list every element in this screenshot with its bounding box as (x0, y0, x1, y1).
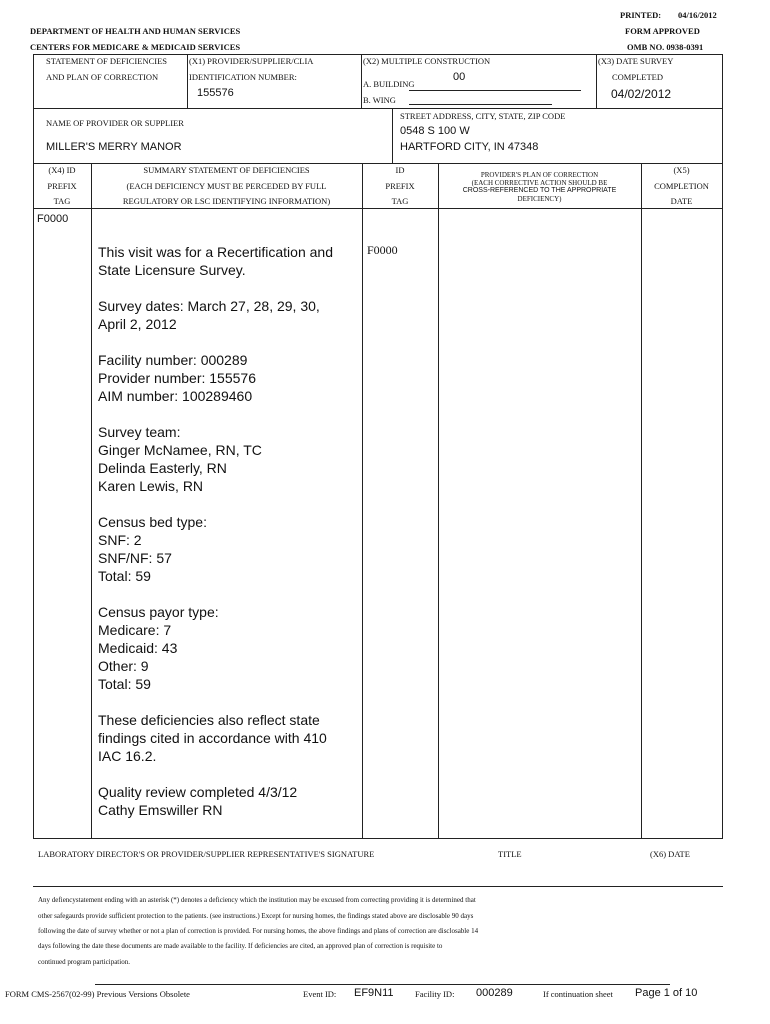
form-number: FORM CMS-2567(02-99) Previous Versions Obsolete (5, 989, 190, 999)
address-line2: HARTFORD CITY, IN 47348 (400, 141, 539, 153)
disclaimer-line: days following the date these documents are made available to the facility. If deficiencies are cited, an approved plan of correction is requisite to (38, 942, 443, 950)
plan-header-line1: PROVIDER'S PLAN OF CORRECTION (480, 171, 599, 179)
omb-number: OMB NO. 0938-0391 (627, 42, 704, 52)
x5-label: (X5) (673, 165, 690, 175)
signature-label: LABORATORY DIRECTOR'S OR PROVIDER/SUPPLIER REPRESENTATIVE'S SIGNATURE (38, 849, 375, 859)
deficiency-summary (98, 243, 358, 837)
printed-date: 04/16/2012 (678, 10, 717, 20)
x1-label-line2: IDENTIFICATION NUMBER: (189, 72, 297, 82)
survey-completed-date: 04/02/2012 (611, 87, 672, 101)
building-value: 00 (453, 71, 466, 83)
completion-label: COMPLETION (654, 181, 709, 191)
summary-header-line1: SUMMARY STATEMENT OF DEFICIENCIES (143, 165, 310, 175)
provider-name-value: MILLER'S MERRY MANOR (46, 141, 182, 153)
continuation-label: If continuation sheet (543, 989, 613, 999)
provider-name-label: NAME OF PROVIDER OR SUPPLIER (46, 118, 184, 128)
disclaimer-line: following the date of survey whether or not a plan of correction is provided. For nursing homes, the above findings and plans of correction are disclosable 14 (38, 927, 479, 935)
summary-paragraph: Survey team: Ginger McNamee, RN, TC Delinda Easterly, RN Karen Lewis, RN (98, 424, 262, 494)
summary-paragraph: Quality review completed 4/3/12 Cathy Emswiller RN (98, 784, 298, 818)
x3-label-line1: (X3) DATE SURVEY (598, 56, 674, 66)
id-label: ID (395, 165, 405, 175)
x4-tag-label: TAG (53, 196, 71, 206)
x1-label-line1: (X1) PROVIDER/SUPPLIER/CLIA (189, 56, 314, 66)
provider-number-value: 155576 (197, 87, 234, 99)
printed-label: PRINTED: (620, 10, 662, 20)
statement-label-line1: STATEMENT OF DEFICIENCIES (46, 56, 168, 66)
title-label: TITLE (498, 849, 522, 859)
wing-label: B. WING (363, 95, 396, 105)
x4-id-label: (X4) ID (48, 165, 76, 175)
address-label: STREET ADDRESS, CITY, STATE, ZIP CODE (400, 111, 566, 121)
disclaimer-line: other safegaurds provide sufficient protection to the patients. (see instructions.) Except for nursing homes, the findings stated above are disclosable 90 days (38, 912, 474, 920)
department-title: DEPARTMENT OF HEALTH AND HUMAN SERVICES (30, 26, 241, 36)
date-label: DATE (670, 196, 693, 206)
summary-paragraph: Survey dates: March 27, 28, 29, 30, April 2, 2012 (98, 298, 320, 332)
disclaimer-line: continued program participation. (38, 958, 130, 966)
deficiency-tag: F0000 (37, 213, 69, 225)
facility-id-label: Facility ID: (415, 989, 455, 999)
x2-label: (X2) MULTIPLE CONSTRUCTION (363, 56, 491, 66)
page-number: Page 1 of 10 (635, 987, 698, 999)
summary-paragraph: Census payor type: Medicare: 7 Medicaid: 43 Other: 9 Total: 59 (98, 604, 219, 692)
centers-title: CENTERS FOR MEDICARE & MEDICAID SERVICES (30, 42, 241, 52)
summary-paragraph: These deficiencies also reflect state findings cited in accordance with 410 IAC 16.2. (98, 712, 327, 764)
plan-header-line4: DEFICIENCY) (517, 195, 562, 203)
building-label: A. BUILDING (363, 79, 415, 89)
summary-header-line2: (EACH DEFICIENCY MUST BE PERCEDED BY FULL (126, 181, 327, 191)
address-line1: 0548 S 100 W (400, 125, 470, 137)
tag-label: TAG (391, 196, 409, 206)
form-approved: FORM APPROVED (625, 26, 700, 36)
event-id-value: EF9N11 (354, 987, 394, 999)
prefix-label: PREFIX (385, 181, 415, 191)
plan-header-line2: (EACH CORRECTIVE ACTION SHOULD BE (471, 179, 608, 187)
summary-header-line3: REGULATORY OR LSC IDENTIFYING INFORMATION) (122, 196, 331, 206)
summary-paragraph: Census bed type: SNF: 2 SNF/NF: 57 Total: 59 (98, 514, 207, 584)
disclaimer-line: Any defiencystatement ending with an asterisk (*) denotes a deficiency which the institution may be excused from correcting providing it is determined that (38, 896, 476, 904)
plan-tag: F0000 (367, 243, 398, 257)
facility-id-value: 000289 (476, 987, 513, 999)
x6-date-label: (X6) DATE (650, 849, 690, 859)
statement-label-line2: AND PLAN OF CORRECTION (46, 72, 159, 82)
event-id-label: Event ID: (303, 989, 337, 999)
summary-paragraph: This visit was for a Recertification and State Licensure Survey. (98, 244, 333, 278)
x4-prefix-label: PREFIX (47, 181, 77, 191)
summary-paragraph: Facility number: 000289 Provider number: 155576 AIM number: 100289460 (98, 352, 256, 404)
plan-header-line3: CROSS-REFERENCED TO THE APPROPRIATE (462, 187, 617, 194)
x3-label-line2: COMPLETED (612, 72, 663, 82)
